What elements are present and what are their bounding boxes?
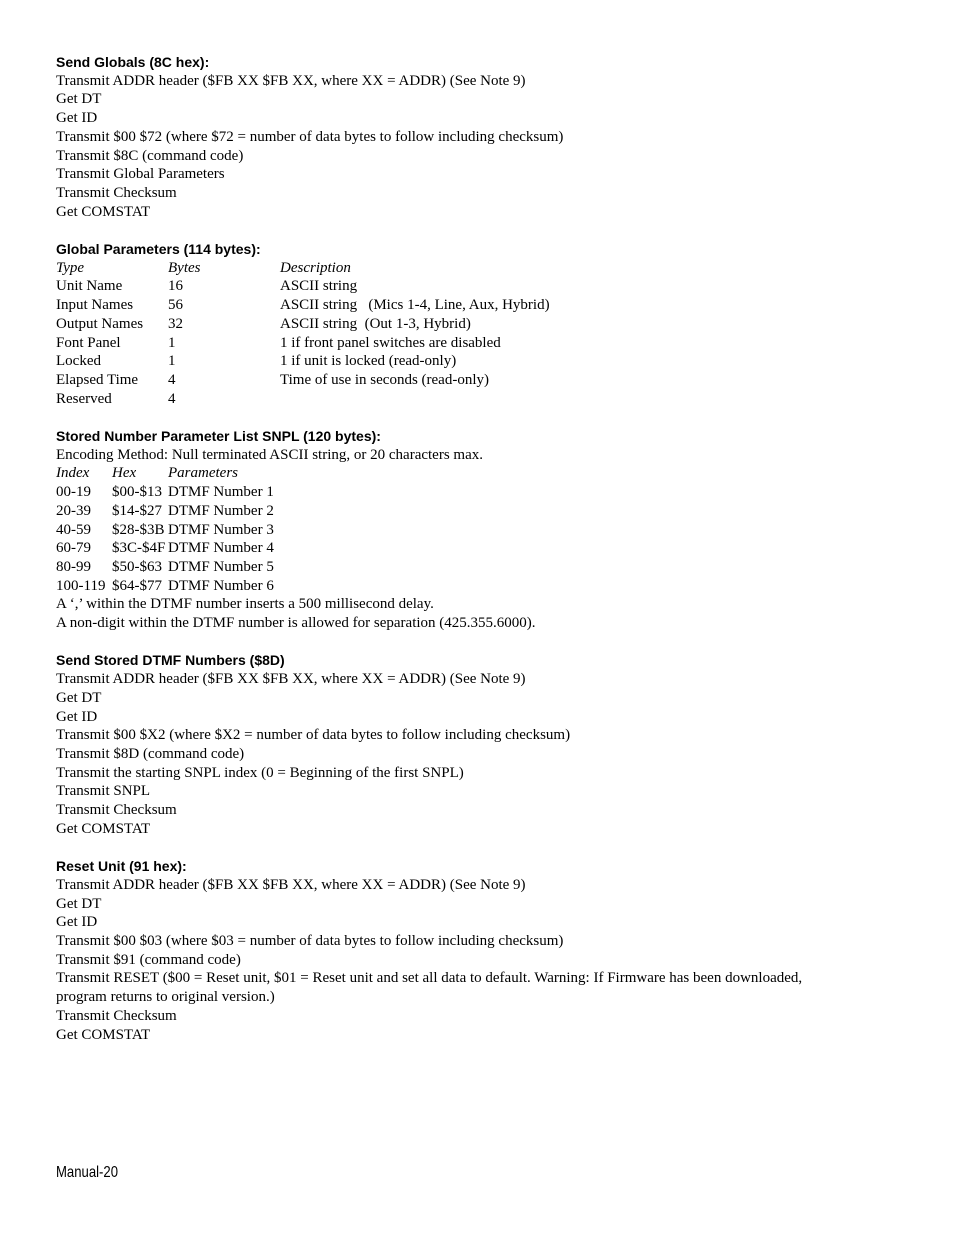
cell-type: Elapsed Time — [56, 371, 139, 388]
table-row — [56, 483, 916, 502]
cell-type: Input Names — [56, 297, 134, 314]
cell-type: Font Panel — [56, 334, 121, 351]
cell-type: Locked — [56, 353, 101, 370]
step-line: Transmit $8D (command code) — [56, 745, 245, 762]
step-line: Transmit the starting SNPL index (0 = Beginning of the first SNPL) — [56, 764, 464, 781]
table-header-row — [56, 464, 916, 483]
cell-description: ASCII string (Mics 1-4, Line, Aux, Hybrid) — [280, 297, 550, 314]
step-line: Transmit Global Parameters — [56, 166, 225, 183]
snpl-note: A non-digit within the DTMF number is allowed for separation (425.355.6000). — [56, 615, 536, 632]
send-dtmf-steps — [56, 670, 916, 838]
cell-parameter: DTMF Number 5 — [168, 558, 274, 575]
step-line: Get COMSTAT — [56, 1026, 151, 1043]
step-line: Transmit ADDR header ($FB XX $FB XX, where XX = ADDR) (See Note 9) — [56, 876, 526, 893]
step-line: Get COMSTAT — [56, 820, 151, 837]
cell-bytes: 1 — [168, 334, 176, 351]
cell-index: 20-39 — [56, 502, 91, 519]
cell-description: ASCII string (Out 1-3, Hybrid) — [280, 315, 471, 332]
cell-hex: $14-$27 — [112, 502, 162, 519]
step-line: Get ID — [56, 110, 98, 127]
cell-parameter: DTMF Number 2 — [168, 502, 274, 519]
cell-hex: $28-$3B — [112, 521, 165, 538]
column-header-bytes: Bytes — [168, 259, 201, 276]
step-line: Get DT — [56, 895, 102, 912]
cell-index: 100-119 — [56, 577, 106, 594]
cell-parameter: DTMF Number 1 — [168, 484, 274, 501]
cell-index: 60-79 — [56, 540, 91, 557]
table-row — [56, 277, 916, 296]
column-header-hex: Hex — [112, 465, 137, 482]
global-parameters-table — [56, 259, 916, 409]
table-header-row — [56, 259, 916, 278]
table-row — [56, 539, 916, 558]
step-line: Transmit $91 (command code) — [56, 951, 241, 968]
section-heading-reset-unit: Reset Unit (91 hex): — [56, 858, 187, 875]
table-row — [56, 296, 916, 315]
column-header-index: Index — [56, 465, 90, 482]
cell-hex: $00-$13 — [112, 484, 162, 501]
step-line: Transmit $00 $03 (where $03 = number of data bytes to follow including checksum) — [56, 932, 564, 949]
cell-parameter: DTMF Number 4 — [168, 540, 274, 557]
encoding-method-text: Encoding Method: Null terminated ASCII string, or 20 characters max. — [56, 446, 483, 463]
cell-index: 40-59 — [56, 521, 91, 538]
cell-bytes: 56 — [168, 297, 183, 314]
step-line: program returns to original version.) — [56, 989, 275, 1006]
step-line: Transmit Checksum — [56, 802, 177, 819]
section-heading-snpl: Stored Number Parameter List SNPL (120 bytes): — [56, 428, 381, 445]
cell-description: Time of use in seconds (read-only) — [280, 371, 489, 388]
column-header-description: Description — [280, 259, 351, 276]
cell-type: Unit Name — [56, 278, 123, 295]
step-line: Transmit RESET ($00 = Reset unit, $01 = Reset unit and set all data to default. Warning: If Firmware has been downloaded, — [56, 970, 803, 987]
cell-bytes: 32 — [168, 315, 183, 332]
section-heading-send-dtmf: Send Stored DTMF Numbers ($8D) — [56, 652, 285, 669]
step-line: Transmit ADDR header ($FB XX $FB XX, where XX = ADDR) (See Note 9) — [56, 72, 526, 89]
column-header-type: Type — [56, 259, 85, 276]
step-line: Transmit $00 $72 (where $72 = number of data bytes to follow including checksum) — [56, 128, 564, 145]
table-row — [56, 577, 916, 596]
table-row — [56, 334, 916, 353]
cell-bytes: 16 — [168, 278, 183, 295]
table-row — [56, 371, 916, 390]
send-globals-steps — [56, 72, 916, 222]
step-line: Get ID — [56, 708, 98, 725]
cell-bytes: 4 — [168, 390, 176, 407]
cell-parameter: DTMF Number 6 — [168, 577, 274, 594]
cell-parameter: DTMF Number 3 — [168, 521, 274, 538]
cell-hex: $50-$63 — [112, 558, 162, 575]
section-heading-send-globals: Send Globals (8C hex): — [56, 54, 210, 70]
step-line: Transmit ADDR header ($FB XX $FB XX, where XX = ADDR) (See Note 9) — [56, 671, 526, 688]
step-line: Transmit Checksum — [56, 184, 177, 201]
reset-unit-steps — [56, 876, 916, 1044]
step-line: Transmit $8C (command code) — [56, 147, 244, 164]
cell-description: ASCII string — [280, 278, 358, 295]
document-page — [56, 53, 916, 1044]
cell-type: Output Names — [56, 315, 144, 332]
table-row — [56, 315, 916, 334]
table-row — [56, 521, 916, 540]
table-row — [56, 352, 916, 371]
cell-hex: $64-$77 — [112, 577, 162, 594]
step-line: Get COMSTAT — [56, 203, 151, 220]
cell-description: 1 if unit is locked (read-only) — [280, 353, 457, 370]
column-header-parameters: Parameters — [168, 465, 238, 482]
step-line: Transmit SNPL — [56, 783, 151, 800]
page-footer: Manual-20 — [56, 1164, 118, 1181]
cell-bytes: 1 — [168, 353, 176, 370]
snpl-note: A ‘,’ within the DTMF number inserts a 500 millisecond delay. — [56, 596, 434, 613]
section-heading-global-parameters: Global Parameters (114 bytes): — [56, 241, 261, 258]
cell-hex: $3C-$4F — [112, 540, 166, 557]
snpl-table — [56, 464, 916, 595]
table-row — [56, 558, 916, 577]
table-row — [56, 390, 916, 409]
cell-description: 1 if front panel switches are disabled — [280, 334, 501, 351]
step-line: Get ID — [56, 914, 98, 931]
cell-index: 00-19 — [56, 484, 91, 501]
step-line: Get DT — [56, 91, 102, 108]
step-line: Transmit Checksum — [56, 1007, 177, 1024]
table-row — [56, 502, 916, 521]
step-line: Transmit $00 $X2 (where $X2 = number of data bytes to follow including checksum) — [56, 727, 571, 744]
cell-type: Reserved — [56, 390, 112, 407]
step-line: Get DT — [56, 689, 102, 706]
cell-bytes: 4 — [168, 371, 176, 388]
cell-index: 80-99 — [56, 558, 91, 575]
